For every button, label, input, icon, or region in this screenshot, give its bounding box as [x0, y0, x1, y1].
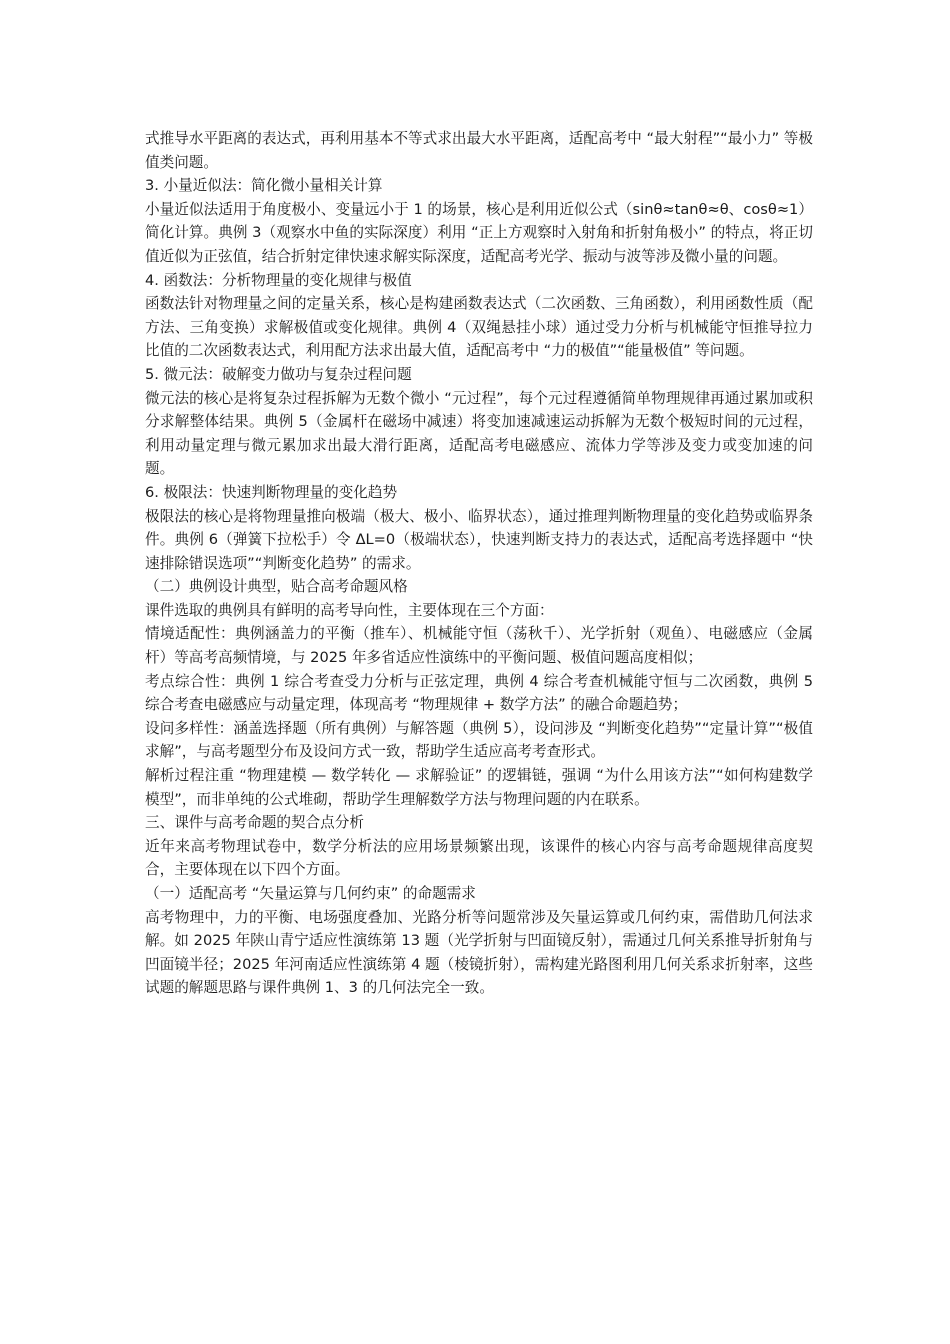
heading-vector-geometry: （一）适配高考 “矢量运算与几何约束” 的命题需求	[145, 885, 476, 902]
paragraph-examples-intro: 课件选取的典例具有鲜明的高考导向性，主要体现在三个方面：	[145, 601, 554, 619]
paragraph-context-adaptability: 情境适配性：典例涵盖力的平衡（推车）、机械能守恒（荡秋千）、光学折射（观鱼）、电磁感应（金属杆）等高考高频情境，与 2025 年多省适应性演练中的平衡问题、极值问题高度相似；	[145, 625, 813, 667]
paragraph-section-three-intro: 近年来高考物理试卷中，数学分析法的应用场景频繁出现，该课件的核心内容与高考命题规律高度契合，主要体现在以下四个方面。	[145, 837, 813, 879]
heading-typical-examples: （二）典例设计典型，贴合高考命题风格	[145, 578, 408, 596]
paragraph-continuation: 式推导水平距离的表达式，再利用基本不等式求出最大水平距离，适配高考中 “最大射程”“最小力” 等极值类问题。	[145, 130, 813, 171]
heading-limit-method: 6. 极限法：快速判断物理量的变化趋势	[145, 483, 398, 501]
paragraph-small-quantity-approximation: 小量近似法适用于角度极小、变量远小于 1 的场景，核心是利用近似公式（sinθ≈tanθ≈θ、cosθ≈1）简化计算。典例 3（观察水中鱼的实际深度）利用 “正上方观察时入射角和折射角极小” 的特点，将正切值近似为正弦值，结合折射定律快速求解实际深度，适配高考光学、振动与波等涉及微小量的问题。	[145, 200, 813, 265]
heading-section-three: 三、课件与高考命题的契合点分析	[145, 814, 364, 832]
heading-small-quantity-approximation: 3. 小量近似法：简化微小量相关计算	[145, 177, 383, 195]
document-body	[145, 127, 813, 1000]
heading-infinitesimal-method: 5. 微元法：破解变力做功与复杂过程问题	[145, 365, 412, 383]
paragraph-function-method: 函数法针对物理量之间的定量关系，核心是构建函数表达式（二次函数、三角函数），利用函数性质（配方法、三角变换）求解极值或变化规律。典例 4（双绳悬挂小球）通过受力分析与机械能守恒推导拉力比值的二次函数表达式，利用配方法求出最大值，适配高考中 “力的极值”“能量极值” 等问题。	[145, 295, 813, 360]
paragraph-analysis-logic: 解析过程注重 “物理建模 — 数学转化 — 求解验证” 的逻辑链，强调 “为什么用该方法”“如何构建数学模型”，而非单纯的公式堆砌，帮助学生理解数学方法与物理问题的内在联系。	[145, 767, 813, 808]
paragraph-question-diversity: 设问多样性：涵盖选择题（所有典例）与解答题（典例 5），设问涉及 “判断变化趋势”“定量计算”“极值求解”，与高考题型分布及设问方式一致，帮助学生适应高考考查形式。	[145, 719, 813, 761]
paragraph-limit-method: 极限法的核心是将物理量推向极端（极大、极小、临界状态），通过推理判断物理量的变化趋势或临界条件。典例 6（弹簧下拉松手）令 ΔL=0（极端状态），快速判断支持力的表达式，适配高考选择题中 “快速排除错误选项”“判断变化趋势” 的需求。	[145, 507, 813, 572]
paragraph-vector-geometry: 高考物理中，力的平衡、电场强度叠加、光路分析等问题常涉及矢量运算或几何约束，需借助几何法求解。如 2025 年陕山青宁适应性演练第 13 题（光学折射与凹面镜反射），需通过几何关系推导折射角与凹面镜半径；2025 年河南适应性演练第 4 题（棱镜折射），需构建光路图利用几何关系求折射率，这些试题的解题思路与课件典例 1、3 的几何法完全一致。	[145, 908, 813, 997]
paragraph-infinitesimal-method: 微元法的核心是将复杂过程拆解为无数个微小 “元过程”，每个元过程遵循简单物理规律再通过累加或积分求解整体结果。典例 5（金属杆在磁场中减速）将变加速减速运动拆解为无数个极短时间的元过程，利用动量定理与微元累加求出最大滑行距离，适配高考电磁感应、流体力学等涉及变力或变加速的问题。	[145, 389, 813, 478]
heading-function-method: 4. 函数法：分析物理量的变化规律与极值	[145, 271, 412, 289]
paragraph-comprehensive-testing: 考点综合性：典例 1 综合考查受力分析与正弦定理，典例 4 综合考查机械能守恒与二次函数，典例 5 综合考查电磁感应与动量定理，体现高考 “物理规律 + 数学方法” 的融合命题趋势；	[145, 672, 813, 714]
